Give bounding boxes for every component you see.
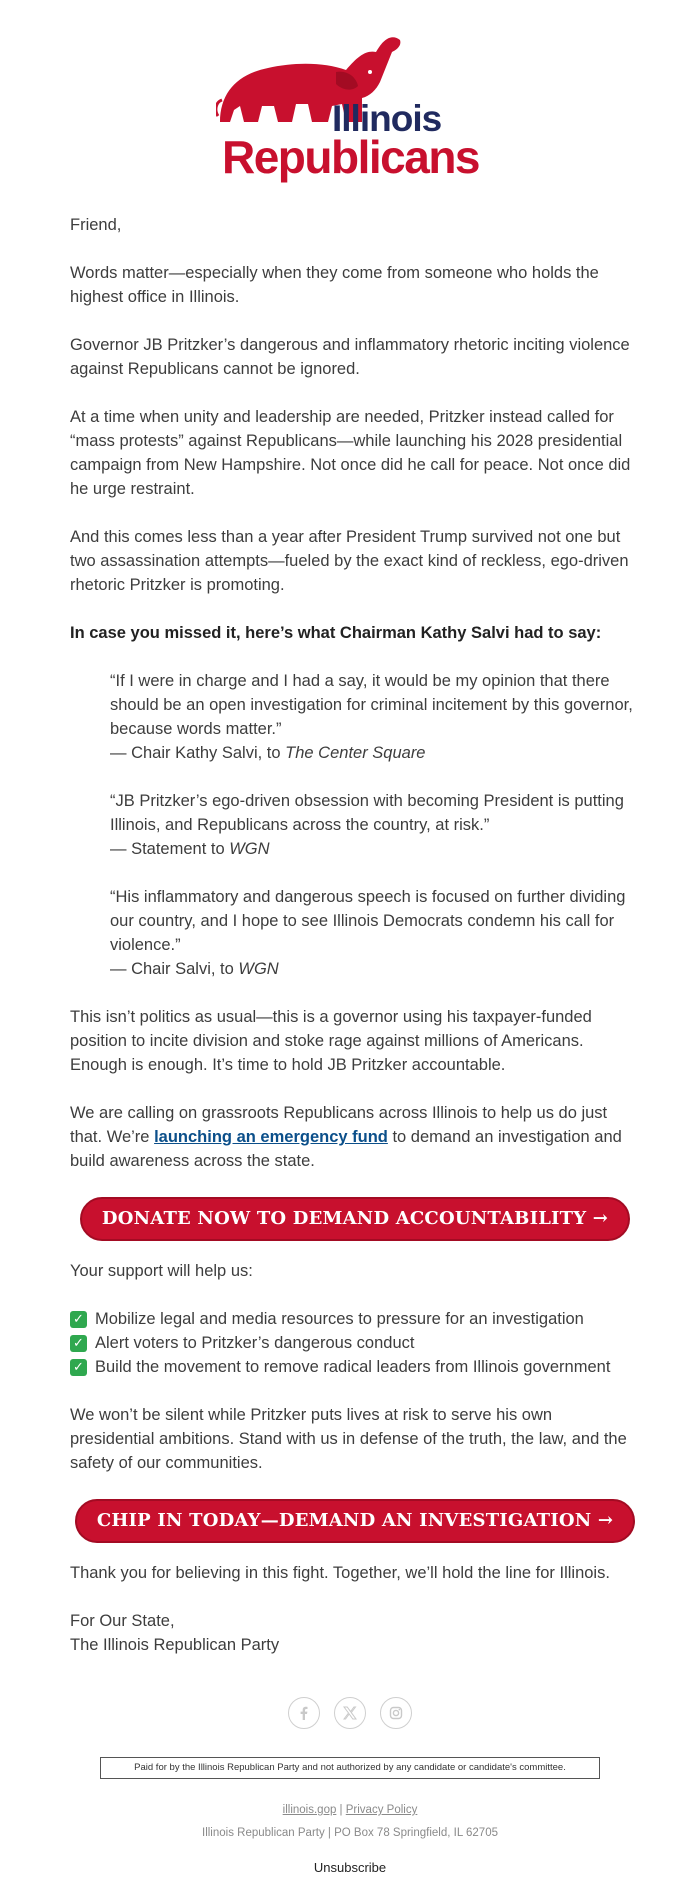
greeting: Friend, xyxy=(70,216,122,234)
logo-illinois-text: Illinois xyxy=(332,98,442,139)
checklist-item xyxy=(70,1307,640,1331)
attribution-prefix: — Chair Salvi, to xyxy=(110,960,239,978)
illinois-republicans-logo[interactable] xyxy=(216,30,482,182)
logo-republicans-text: Republicans xyxy=(222,131,480,183)
quotes-intro: In case you missed it, here’s what Chairman Kathy Salvi had to say: xyxy=(70,624,602,642)
social-links xyxy=(0,1697,700,1729)
x-icon[interactable] xyxy=(334,1697,366,1729)
paragraph-6-lead: We are calling on grassroots Republicans across Illinois to help us do just that. We’re xyxy=(70,1104,608,1146)
attribution-prefix: — Statement to xyxy=(110,840,230,858)
signoff-line-1: For Our State, xyxy=(70,1612,175,1630)
website-link[interactable]: illinois.gop xyxy=(282,1804,337,1816)
quote-source: The Center Square xyxy=(285,744,426,762)
checklist-text: Alert voters to Pritzker’s dangerous conduct xyxy=(95,1334,415,1352)
quote-attribution xyxy=(110,957,640,981)
quote-2 xyxy=(110,789,640,861)
checklist-text: Mobilize legal and media resources to pressure for an investigation xyxy=(95,1310,584,1328)
footer-links xyxy=(0,1804,700,1816)
paid-for-disclaimer: Paid for by the Illinois Republican Party and not authorized by any candidate or candidate's committee. xyxy=(100,1757,600,1779)
thanks: Thank you for believing in this fight. Together, we’ll hold the line for Illinois. xyxy=(70,1564,610,1582)
check-icon: ✓ xyxy=(70,1359,87,1376)
facebook-icon[interactable] xyxy=(288,1697,320,1729)
quote-source: WGN xyxy=(229,840,270,858)
privacy-policy-link[interactable]: Privacy Policy xyxy=(345,1804,418,1816)
signoff xyxy=(70,1609,640,1657)
checklist-item xyxy=(70,1355,640,1379)
paragraph-2: Governor JB Pritzker’s dangerous and inflammatory rhetoric inciting violence against Republicans cannot be ignored. xyxy=(70,336,630,378)
chip-in-button[interactable]: CHIP IN TODAY—DEMAND AN INVESTIGATION → xyxy=(75,1499,635,1543)
support-checklist xyxy=(70,1307,640,1379)
donate-now-button[interactable]: DONATE NOW TO DEMAND ACCOUNTABILITY → xyxy=(80,1197,630,1241)
attribution-prefix: — Chair Kathy Salvi, to xyxy=(110,744,286,762)
paragraph-3: At a time when unity and leadership are needed, Pritzker instead called for “mass protests” against Republicans—while launching his 2028 presidential campaign from New Hampshire. Not once did he call for peace. Not once did he urge restraint. xyxy=(70,408,631,498)
paragraph-7: We won’t be silent while Pritzker puts lives at risk to serve his own presidential ambitions. Stand with us in defense of the truth, the law, and the safety of our communities. xyxy=(70,1406,627,1472)
quote-1 xyxy=(110,669,640,765)
cta-row-2 xyxy=(70,1499,640,1543)
quote-text: “JB Pritzker’s ego-driven obsession with becoming President is putting Illinois, and Republicans across the country, at risk.” xyxy=(110,792,624,834)
quote-3 xyxy=(110,885,640,981)
checklist-text: Build the movement to remove radical leaders from Illinois government xyxy=(95,1358,611,1376)
paragraph-4: And this comes less than a year after President Trump survived not one but two assassination attempts—fueled by the exact kind of reckless, ego-driven rhetoric Pritzker is promoting. xyxy=(70,528,629,594)
quote-source: WGN xyxy=(238,960,279,978)
paragraph-5: This isn’t politics as usual—this is a governor using his taxpayer-funded position to incite division and stoke rage against millions of Americans. Enough is enough. It’s time to hold JB Pritzker accountable. xyxy=(70,1008,592,1074)
quote-text: “His inflammatory and dangerous speech is focused on further dividing our country, and I hope to see Illinois Democrats condemn his call for violence.” xyxy=(110,888,626,954)
quote-attribution xyxy=(110,741,640,765)
check-icon: ✓ xyxy=(70,1335,87,1352)
emergency-fund-link[interactable]: launching an emergency fund xyxy=(154,1128,388,1146)
paragraph-6 xyxy=(70,1101,640,1173)
checklist-item xyxy=(70,1331,640,1355)
email-body xyxy=(70,213,640,1681)
paragraph-6-tail: to demand an investigation and build awareness across the state. xyxy=(70,1128,622,1170)
instagram-icon[interactable] xyxy=(380,1697,412,1729)
support-intro: Your support will help us: xyxy=(70,1262,253,1280)
unsubscribe-link[interactable]: Unsubscribe xyxy=(313,1860,387,1875)
paragraph-1: Words matter—especially when they come from someone who holds the highest office in Illinois. xyxy=(70,264,599,306)
mailing-address: Illinois Republican Party | PO Box 78 Springfield, IL 62705 xyxy=(202,1827,498,1839)
cta-row-1 xyxy=(70,1197,640,1241)
signoff-line-2: The Illinois Republican Party xyxy=(70,1636,280,1654)
quote-attribution xyxy=(110,837,640,861)
check-icon: ✓ xyxy=(70,1311,87,1328)
link-separator: | xyxy=(336,1804,346,1816)
quote-text: “If I were in charge and I had a say, it would be my opinion that there should be an open investigation for criminal incitement by this governor, because words matter.” xyxy=(110,672,633,738)
